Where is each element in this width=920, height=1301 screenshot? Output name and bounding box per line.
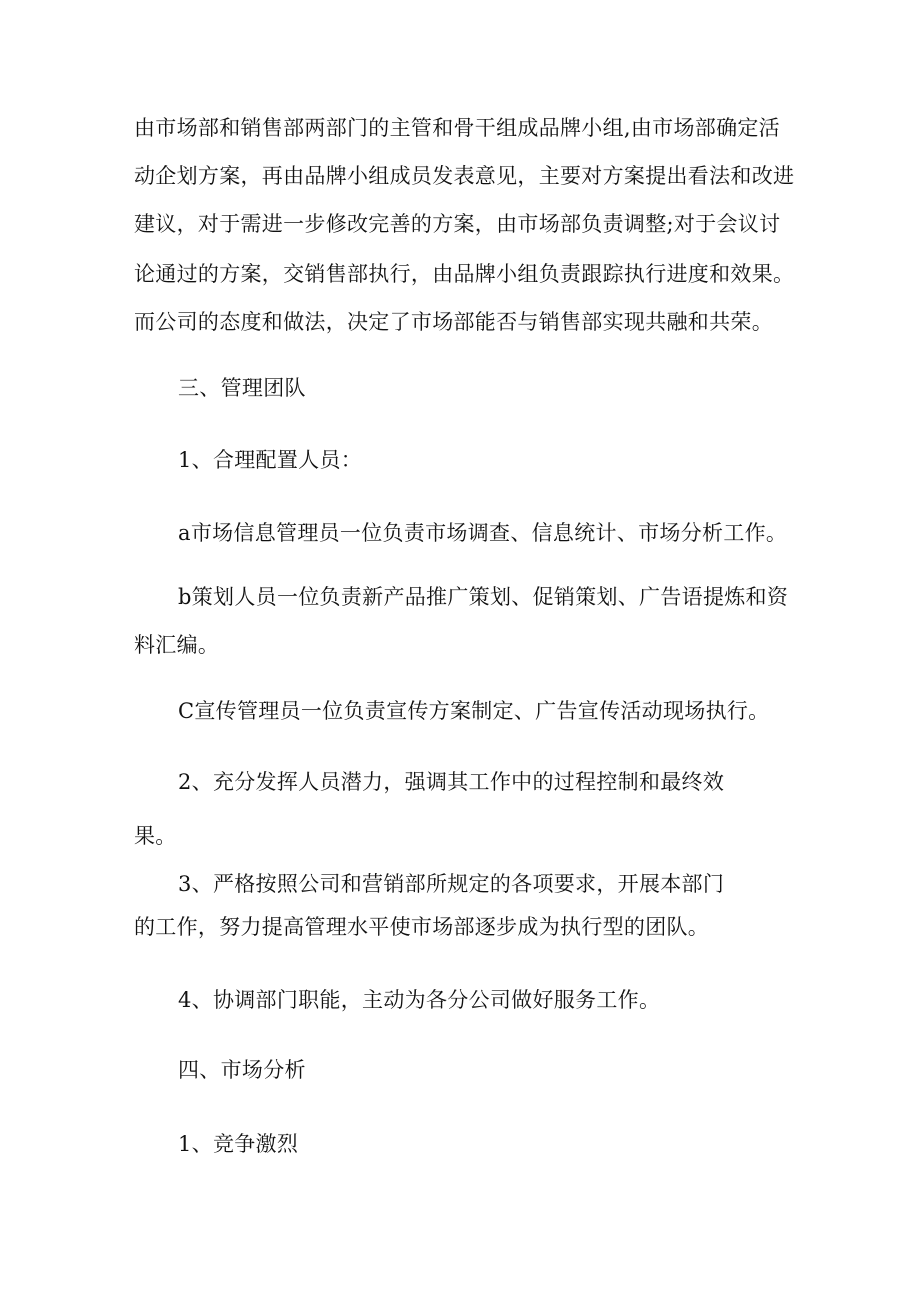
text-line: 料汇编。 [134,633,220,657]
list-item-staffing: 1、合理配置人员： [178,448,363,472]
text-line: 论通过的方案，交销售部执行，由品牌小组负责跟踪执行进度和效果。 [134,262,795,286]
text-line: 2、充分发挥人员潜力，强调其工作中的过程控制和最终效 [178,770,725,794]
text-line: 果。 [134,824,177,848]
list-item-4-coordination: 4、协调部门职能，主动为各分公司做好服务工作。 [178,988,661,1012]
section-heading-market-analysis: 四、市场分析 [178,1058,306,1082]
text-line: 的工作，努力提高管理水平使市场部逐步成为执行型的团队。 [134,915,710,939]
text-line: 由市场部和销售部两部门的主管和骨干组成品牌小组,由市场部确定活 [134,116,780,140]
text-line: 而公司的态度和做法，决定了市场部能否与销售部实现共融和共荣。 [134,310,773,334]
text-line: 3、严格按照公司和营销部所规定的各项要求，开展本部门 [178,872,725,896]
list-item-competition: 1、竞争激烈 [178,1132,299,1156]
list-item-c-publicity: C宣传管理员一位负责宣传方案制定、广告宣传活动现场执行。 [178,699,770,723]
list-item-a-market-info: a市场信息管理员一位负责市场调查、信息统计、市场分析工作。 [178,521,788,545]
text-line: b策划人员一位负责新产品推广策划、促销策划、广告语提炼和资 [178,585,789,609]
text-line: 建议，对于需进一步修改完善的方案，由市场部负责调整;对于会议讨 [134,212,781,236]
text-line: 动企划方案，再由品牌小组成员发表意见，主要对方案提出看法和改进 [134,164,795,188]
section-heading-management-team: 三、管理团队 [178,376,306,400]
